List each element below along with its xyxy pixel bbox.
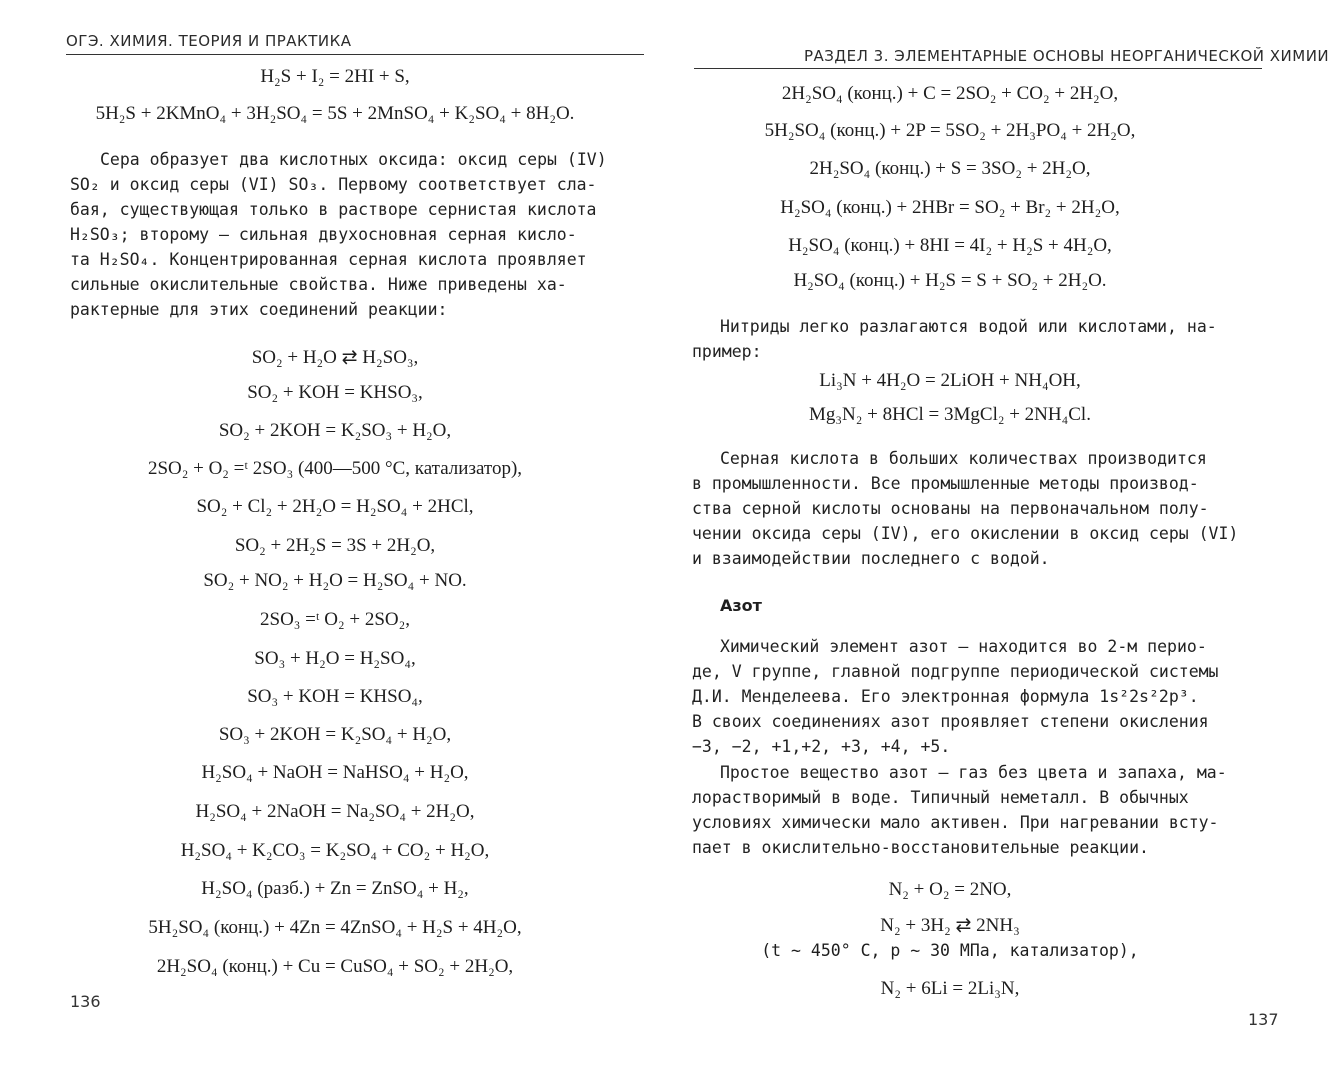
- paragraph-line: условиях химически мало активен. При нагревании всту-: [692, 813, 1219, 832]
- equation: SO₂ + KOH = KHSO₃,: [247, 382, 423, 403]
- paragraph-line: и взаимодействии последнего с водой.: [692, 549, 1050, 568]
- equation: N₂ + O₂ = 2NO,: [888, 879, 1012, 900]
- paragraph-line: лорастворимый в воде. Типичный неметалл. В обычных: [692, 788, 1189, 807]
- equation: H₂SO₄ (разб.) + Zn = ZnSO₄ + H₂,: [201, 878, 469, 899]
- paragraph-line: ства серной кислоты основаны на первоначальном полу-: [692, 499, 1209, 518]
- equation: 5H₂SO₄ (конц.) + 2P = 5SO₂ + 2H₃PO₄ + 2H₂O,: [764, 120, 1136, 141]
- equation: SO₃ + KOH = KHSO₄,: [247, 686, 423, 707]
- equation: SO₃ + 2KOH = K₂SO₄ + H₂O,: [218, 724, 452, 745]
- equation: H₂SO₄ (конц.) + 2HBr = SO₂ + Br₂ + 2H₂O,: [780, 197, 1120, 218]
- nitrides-paragraph: [692, 314, 1217, 364]
- equation: H₂SO₄ (конц.) + 8HI = 4I₂ + H₂S + 4H₂O,: [788, 235, 1112, 256]
- paragraph-line: Химический элемент азот — находится во 2-м перио-: [720, 637, 1207, 656]
- right-page: [670, 0, 1339, 1080]
- equation: N₂ + 6Li = 2Li₃N,: [880, 978, 1020, 999]
- paragraph-line: Нитриды легко разлагаются водой или кислотами, на-: [720, 317, 1217, 336]
- section-heading: Азот: [720, 596, 762, 615]
- equation: N₂ + 3H₂ ⇄ 2NH₃: [880, 915, 1020, 936]
- equation: 2H₂SO₄ (конц.) + C = 2SO₂ + CO₂ + 2H₂O,: [781, 83, 1119, 104]
- equation: 2H₂SO₄ (конц.) + Cu = CuSO₄ + SO₂ + 2H₂O,: [156, 956, 514, 977]
- simple-substance-paragraph: [692, 760, 1227, 860]
- page-number: 137: [1248, 1010, 1279, 1029]
- page-number: 136: [70, 992, 101, 1011]
- paragraph-line: Простое вещество азот — газ без цвета и запаха, ма-: [720, 763, 1227, 782]
- equation: 2SO₃ =ᵗ O₂ + 2SO₂,: [260, 609, 410, 630]
- paragraph-line: сильные окислительные свойства. Ниже приведены ха-: [70, 275, 567, 294]
- paragraph-line: бая, существующая только в растворе сернистая кислота: [70, 200, 597, 219]
- equation: H₂SO₄ + NaOH = NaHSO₄ + H₂O,: [201, 762, 469, 783]
- equation: SO₂ + NO₂ + H₂O = H₂SO₄ + NO.: [203, 570, 467, 591]
- paragraph-line: −3, −2, +1,+2, +3, +4, +5.: [692, 737, 951, 756]
- equation: SO₂ + 2H₂S = 3S + 2H₂O,: [234, 535, 436, 556]
- equation: 2SO₂ + O₂ =ᵗ 2SO₃ (400—500 °C, катализатор),: [147, 458, 523, 479]
- paragraph-line: Серная кислота в больших количествах производится: [720, 449, 1207, 468]
- paragraph-line: пример:: [692, 342, 762, 361]
- equation: H₂SO₄ (конц.) + H₂S = S + SO₂ + 2H₂O.: [793, 270, 1107, 291]
- right-running-head: РАЗДЕЛ 3. ЭЛЕМЕНТАРНЫЕ ОСНОВЫ НЕОРГАНИЧЕСКОЙ ХИМИИ: [804, 47, 1330, 65]
- equation: SO₂ + H₂O ⇄ H₂SO₃,: [251, 347, 419, 368]
- paragraph-line: рактерные для этих соединений реакции:: [70, 300, 448, 319]
- paragraph-line: де, V группе, главной подгруппе периодической системы: [692, 662, 1219, 681]
- paragraph-line: в промышленности. Все промышленные методы производ-: [692, 474, 1199, 493]
- left-header-rule: [66, 54, 644, 55]
- paragraph-line: Сера образует два кислотных оксида: оксид серы (IV): [100, 150, 607, 169]
- equation: Mg₃N₂ + 8HCl = 3MgCl₂ + 2NH₄Cl.: [809, 404, 1091, 425]
- equation: H₂SO₄ + K₂CO₃ = K₂SO₄ + CO₂ + H₂O,: [180, 840, 490, 861]
- paragraph-line: та H₂SO₄. Концентрированная серная кислота проявляет: [70, 250, 587, 269]
- paragraph-line: пает в окислительно-восстановительные реакции.: [692, 838, 1149, 857]
- paragraph-line: H₂SO₃; второму — сильная двухосновная серная кисло-: [70, 225, 577, 244]
- right-header-rule: [694, 68, 1262, 69]
- equation: Li₃N + 4H₂O = 2LiOH + NH₄OH,: [819, 370, 1081, 391]
- industry-paragraph: [692, 446, 1238, 571]
- reaction-conditions: (t ~ 450° C, p ~ 30 МПа, катализатор),: [761, 941, 1139, 960]
- equation: H₂S + I₂ = 2HI + S,: [260, 66, 410, 87]
- equation: H₂SO₄ + 2NaOH = Na₂SO₄ + 2H₂O,: [195, 801, 475, 822]
- equation: SO₂ + 2KOH = K₂SO₃ + H₂O,: [218, 420, 452, 441]
- equation: 2H₂SO₄ (конц.) + S = 3SO₂ + 2H₂O,: [809, 158, 1091, 179]
- equation: SO₃ + H₂O = H₂SO₄,: [254, 648, 416, 669]
- paragraph-line: чении оксида серы (IV), его окислении в оксид серы (VI): [692, 524, 1239, 543]
- sulfur-oxides-paragraph: [70, 147, 607, 322]
- equation: SO₂ + Cl₂ + 2H₂O = H₂SO₄ + 2HCl,: [196, 496, 474, 517]
- paragraph-line: Д.И. Менделеева. Его электронная формула 1s²2s²2p³.: [692, 687, 1199, 706]
- paragraph-line: В своих соединениях азот проявляет степени окисления: [692, 712, 1209, 731]
- nitrogen-element-paragraph: [692, 634, 1219, 759]
- equation: 5H₂SO₄ (конц.) + 4Zn = 4ZnSO₄ + H₂S + 4H₂O,: [148, 917, 522, 938]
- equation: 5H₂S + 2KMnO₄ + 3H₂SO₄ = 5S + 2MnSO₄ + K₂SO₄ + 8H₂O.: [95, 103, 575, 124]
- paragraph-line: SO₂ и оксид серы (VI) SO₃. Первому соответствует сла-: [70, 175, 597, 194]
- left-running-head: ОГЭ. ХИМИЯ. ТЕОРИЯ И ПРАКТИКА: [66, 32, 352, 50]
